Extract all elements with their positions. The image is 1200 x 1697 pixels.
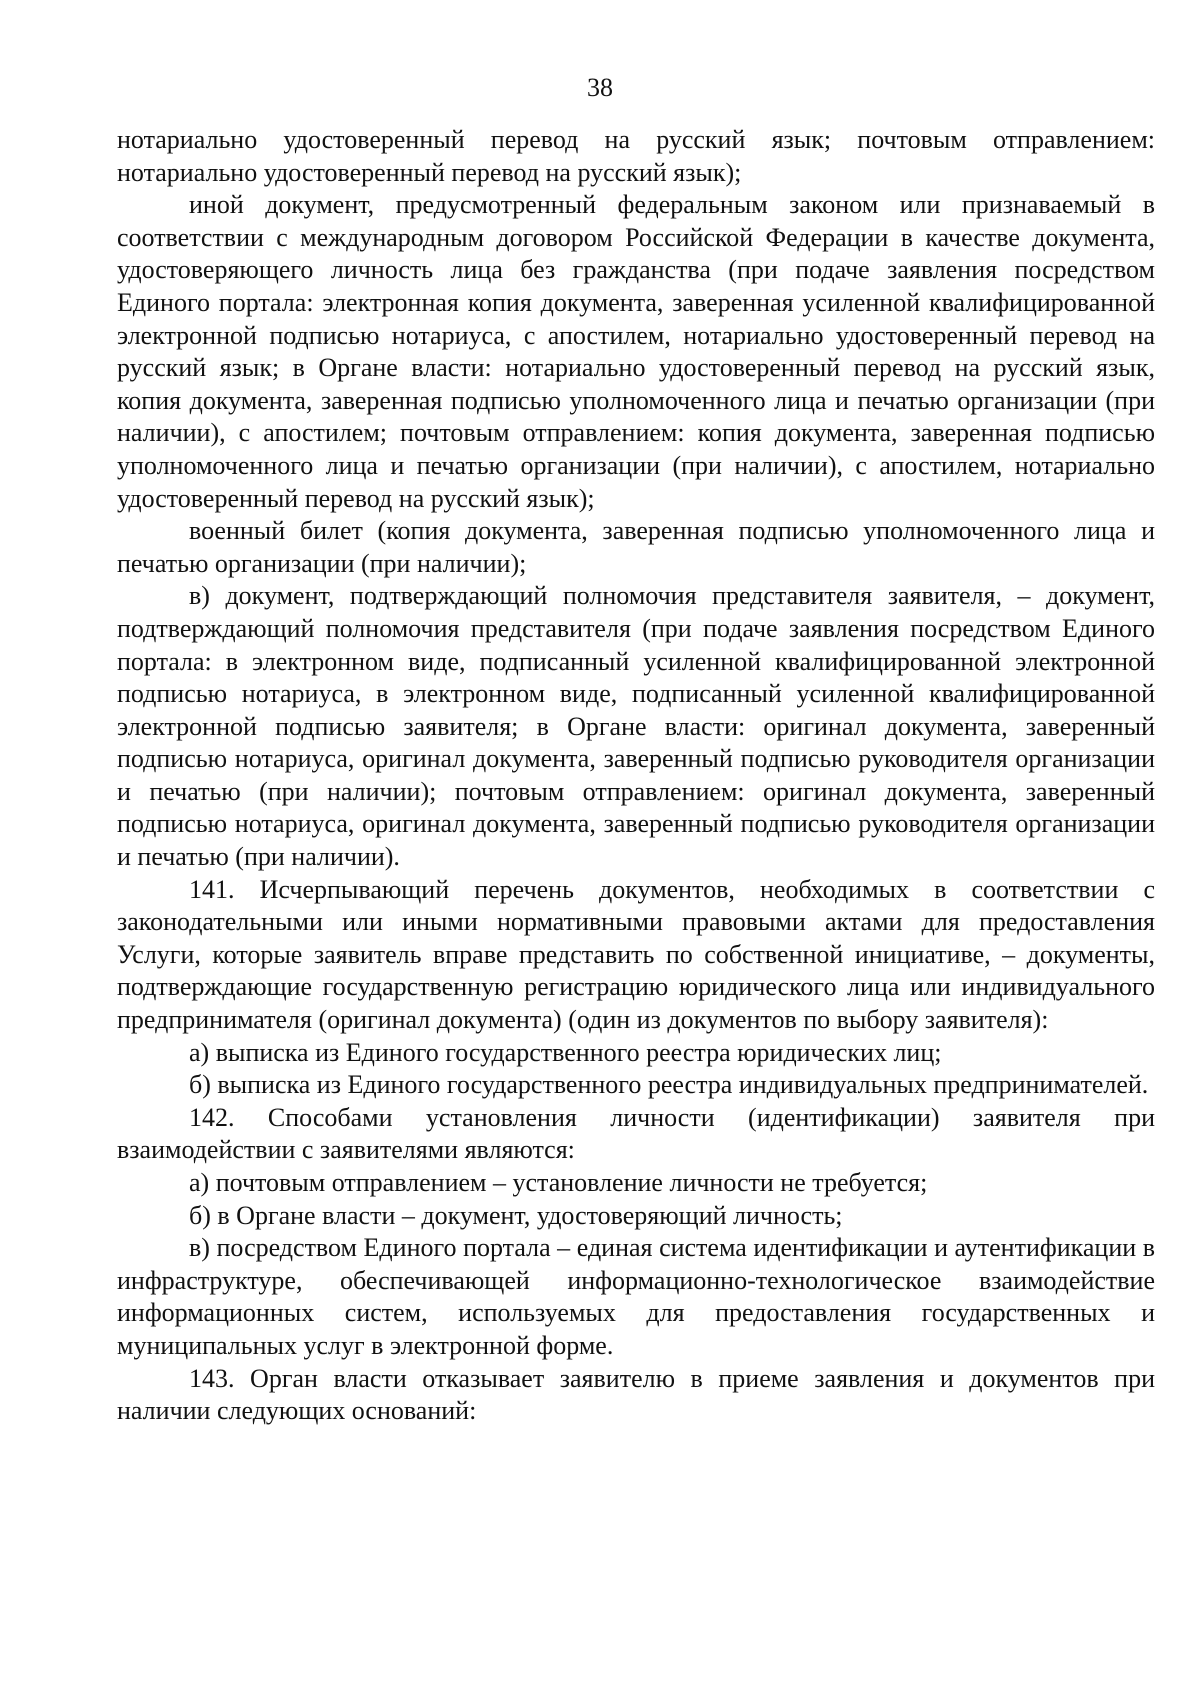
document-body [117, 124, 1155, 1428]
paragraph-other-identity-document: иной документ, предусмотренный федеральным законом или признаваемый в соответствии с международным договором Российской Федерации в качестве документа, удостоверяющего личность лица без гражданства (при подаче заявления посредством Единого портала: электронная копия документа, заверенная усиленной квалифицированной электронной подписью нотариуса, с апостилем, нотариально удостоверенный перевод на русский язык; в Органе власти: нотариально удостоверенный перевод на русский язык, копия документа, заверенная подписью уполномоченного лица и печатью организации (при наличии), с апостилем; почтовым отправлением: копия документа, заверенная подписью уполномоченного лица и печатью организации (при наличии), с апостилем, нотариально удостоверенный перевод на русский язык); [117, 190, 1155, 513]
paragraph-military-id: военный билет (копия документа, заверенная подписью уполномоченного лица и печатью организации (при наличии); [117, 516, 1155, 578]
paragraph-142-v: в) посредством Единого портала – единая система идентификации и аутентификации в инфраструктуре, обеспечивающей информационно-технологическое взаимодействие информационных систем, используемых для предоставления государственных и муниципальных услуг в электронной форме. [117, 1233, 1155, 1360]
paragraph-141: 141. Исчерпывающий перечень документов, необходимых в соответствии с законодательными или иными нормативными правовыми актами для предоставления Услуги, которые заявитель вправе представить по собственной инициативе, – документы, подтверждающие государственную регистрацию юридического лица или индивидуального предпринимателя (оригинал документа) (один из документов по выбору заявителя): [117, 874, 1155, 1035]
paragraph-143: 143. Орган власти отказывает заявителю в приеме заявления и документов при наличии следующих оснований: [117, 1363, 1155, 1426]
paragraph-142: 142. Способами установления личности (идентификации) заявителя при взаимодействии с заявителями являются: [117, 1102, 1155, 1165]
page-number: 38 [587, 73, 613, 102]
paragraph-continuation: нотариально удостоверенный перевод на русский язык; почтовым отправлением: нотариально удостоверенный перевод на русский язык); [117, 125, 1155, 187]
paragraph-141-b: б) выписка из Единого государственного реестра индивидуальных предпринимателей. [189, 1070, 1149, 1100]
paragraph-141-a: а) выписка из Единого государственного реестра юридических лиц; [189, 1037, 942, 1067]
paragraph-142-a: а) почтовым отправлением – установление личности не требуется; [189, 1168, 928, 1197]
paragraph-142-b: б) в Органе власти – документ, удостоверяющий личность; [189, 1200, 843, 1230]
paragraph-representative-authority: в) документ, подтверждающий полномочия представителя заявителя, – документ, подтверждающий полномочия представителя (при подаче заявления посредством Единого портала: в электронном виде, подписанный усиленной квалифицированной электронной подписью нотариуса, в электронном виде, подписанный усиленной квалифицированной электронной подписью заявителя; в Органе власти: оригинал документа, заверенный подписью нотариуса, оригинал документа, заверенный подписью руководителя организации и печатью (при наличии); почтовым отправлением: оригинал документа, заверенный подписью нотариуса, оригинал документа, заверенный подписью руководителя организации и печатью (при наличии). [117, 581, 1155, 872]
